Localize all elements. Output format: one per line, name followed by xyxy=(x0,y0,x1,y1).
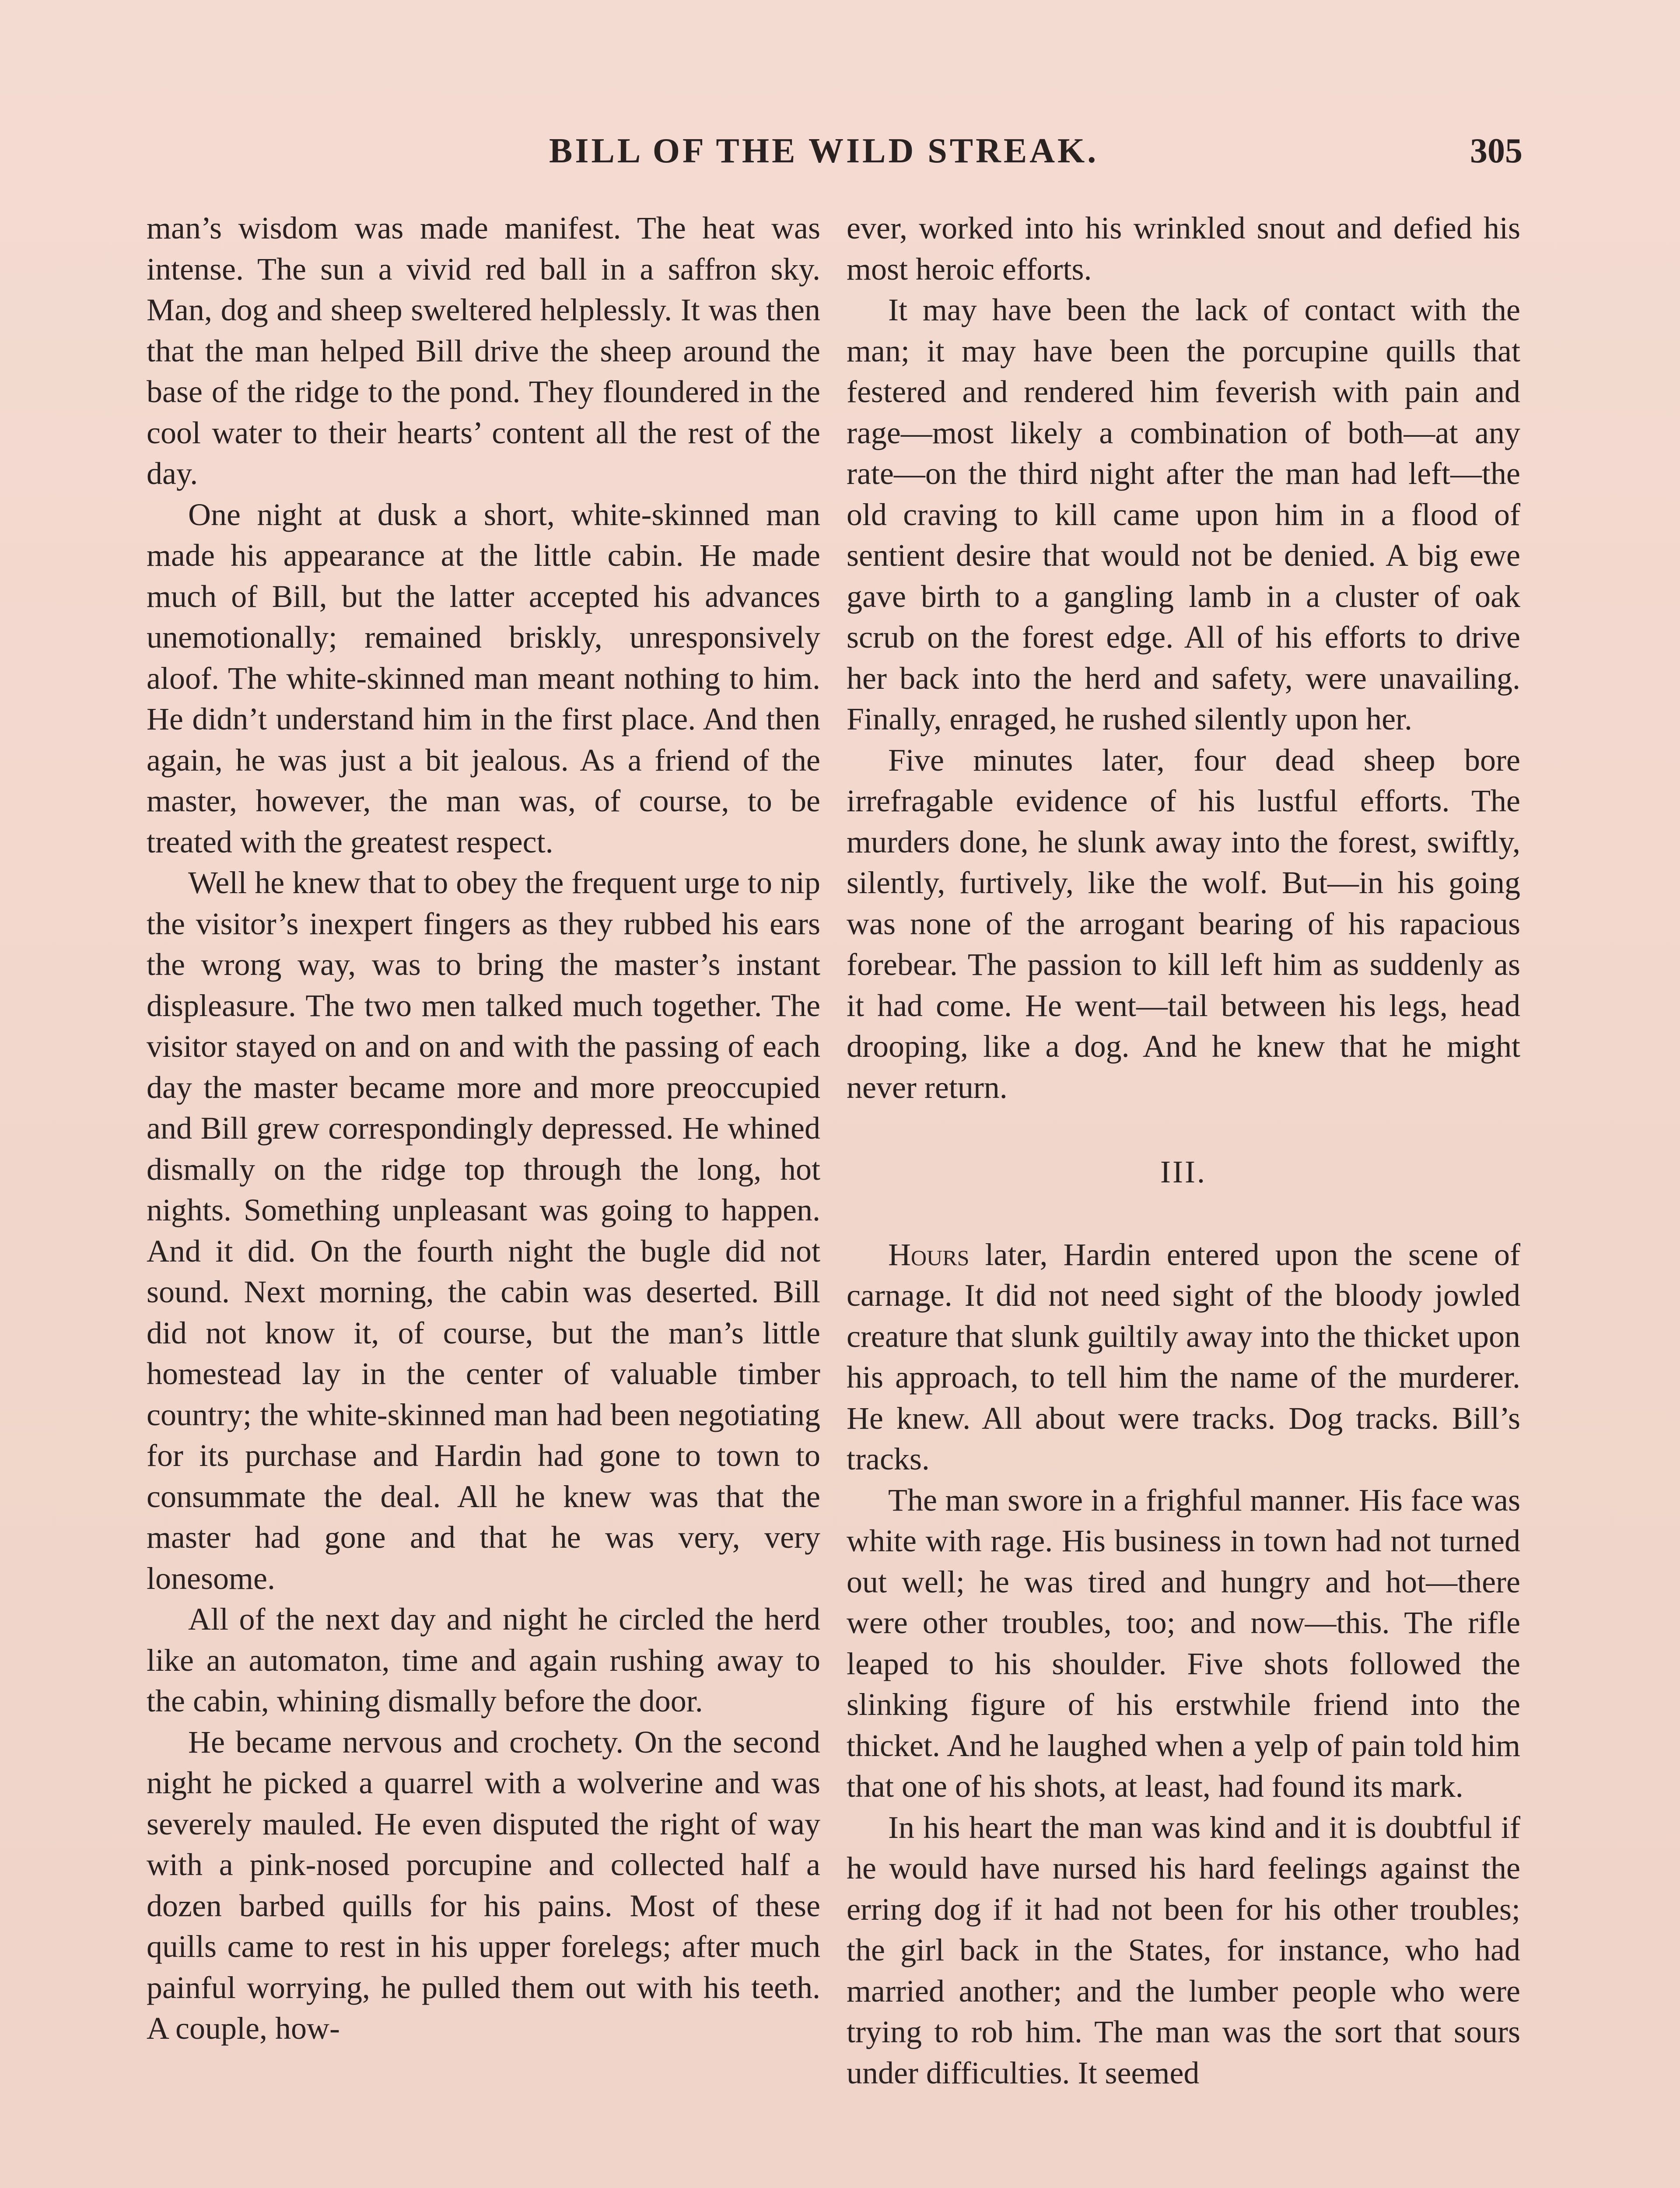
paragraph: He became nervous and crochety. On the second night he picked a quarrel with a wolverine and was severely mauled. He even disputed the right of way with a pink-nosed porcupine and collected half a dozen barbed quills for his pains. Most of these quills came to rest in his upper forelegs; after much painful worrying, he pulled them out with his teeth. A couple, how- xyxy=(147,1724,820,2046)
paragraph-text: later, Hardin entered upon the scene of carnage. It did not need sight of the bloody jowled creature that slunk guiltily away into the thicket upon his approach, to tell him the name of the murderer. He knew. All about were tracks. Dog tracks. Bill’s tracks. xyxy=(847,1237,1520,1476)
paragraph xyxy=(847,1234,1520,1480)
running-title: BILL OF THE WILD STREAK. xyxy=(549,132,1099,170)
paragraph: man’s wisdom was made manifest. The heat was intense. The sun a vivid red ball in a saffron sky. Man, dog and sheep sweltered helplessly. It was then that the man helped Bill drive the sheep around the base of the ridge to the pond. They floundered in the cool water to their hearts’ content all the rest of the day. xyxy=(147,210,820,491)
paragraph: In his heart the man was kind and it is doubtful if he would have nursed his hard feelings against the erring dog if it had not been for his other troubles; the girl back in the States, for instance, who had married another; and the lumber people who were trying to rob him. The man was the sort that sours under difficulties. It seemed xyxy=(847,1809,1520,2090)
paragraph: It may have been the lack of contact with the man; it may have been the porcupine quills that festered and rendered him feverish with pain and rage—most likely a combination of both—at any rate—on the third night after the man had left—the old craving to kill came upon him in a flood of sentient desire that would not be denied. A big ewe gave birth to a gangling lamb in a cluster of oak scrub on the forest edge. All of his efforts to drive her back into the herd and safety, were unavailing. Finally, enraged, he rushed silently upon her. xyxy=(847,292,1520,736)
paragraph: All of the next day and night he circled the herd like an automaton, time and again rushing away to the cabin, whining dismally before the door. xyxy=(147,1602,820,1718)
page-number: 305 xyxy=(1470,132,1522,170)
right-column xyxy=(847,208,1520,2093)
left-column xyxy=(147,208,820,2049)
paragraph: Well he knew that to obey the frequent urge to nip the visitor’s inexpert fingers as they rubbed his ears the wrong way, was to bring the master’s instant displeasure. The two men talked much together. The visitor stayed on and on and with the passing of each day the master became more and more preoccupied and Bill grew correspondingly depressed. He whined dismally on the ridge top through the long, hot nights. Something unpleasant was going to happen. And it did. On the fourth night the bugle did not sound. Next morning, the cabin was deserted. Bill did not know it, of course, but the man’s little homestead lay in the center of valuable timber country; the white-skinned man had been negotiating for its purchase and Hardin had gone to town to consummate the deal. All he knew was that the master had gone and that he was very, very lonesome. xyxy=(147,865,820,1596)
paragraph: Five minutes later, four dead sheep bore irrefragable evidence of his lustful efforts. The murders done, he slunk away into the forest, swiftly, silently, furtively, like the wolf. But—in his going was none of the arrogant bearing of his rapacious forebear. The passion to kill left him as suddenly as it had come. He went—tail between his legs, head drooping, like a dog. And he knew that he might never return. xyxy=(847,742,1520,1105)
section-opening-word: Hours xyxy=(888,1237,970,1272)
section-number: III. xyxy=(1160,1154,1207,1189)
paragraph: ever, worked into his wrinkled snout and defied his most heroic efforts. xyxy=(847,210,1520,287)
paragraph: The man swore in a frighful manner. His face was white with rage. His business in town had not turned out well; he was tired and hungry and hot—there were other troubles, too; and now—this. The rifle leaped to his shoulder. Five shots followed the slinking figure of his erstwhile friend into the thicket. And he laughed when a yelp of pain told him that one of his shots, at least, had found its mark. xyxy=(847,1482,1520,1804)
paragraph: One night at dusk a short, white-skinned man made his appearance at the little cabin. He made much of Bill, but the latter accepted his advances unemotionally; remained briskly, unresponsively aloof. The white-skinned man meant nothing to him. He didn’t understand him in the first place. And then again, he was just a bit jealous. As a friend of the master, however, the man was, of course, to be treated with the greatest respect. xyxy=(147,497,820,859)
